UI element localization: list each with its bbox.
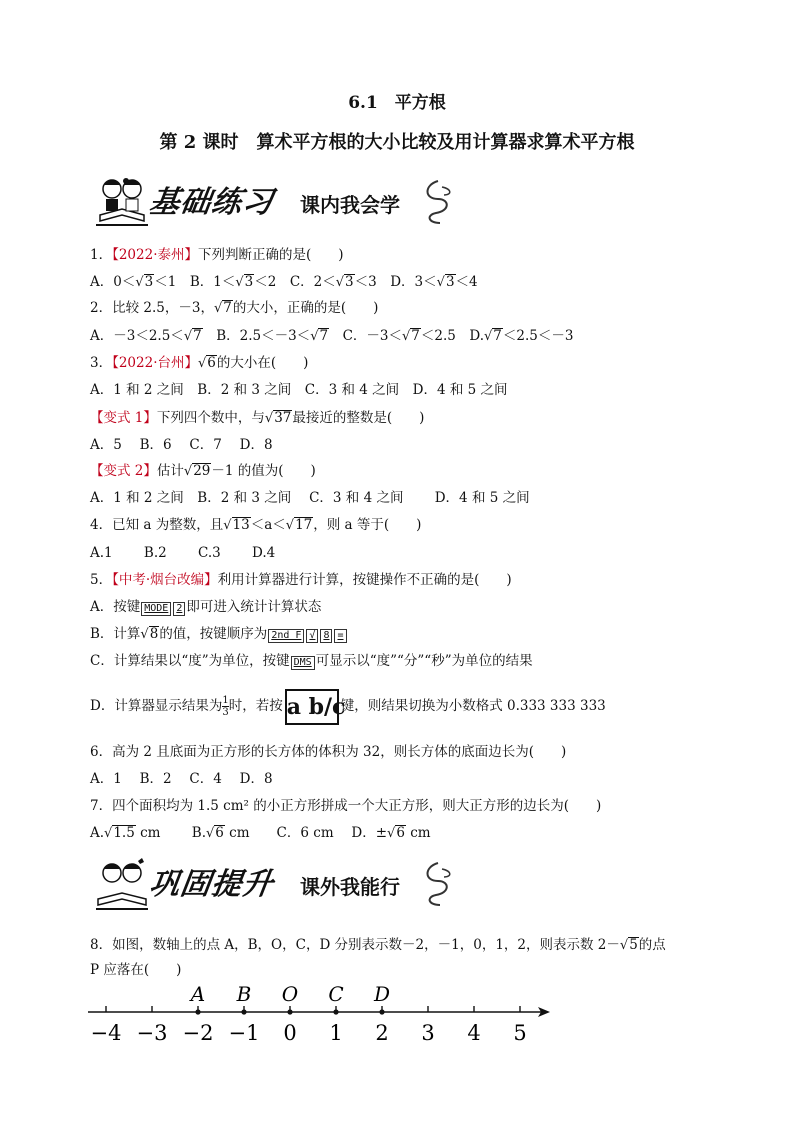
question-7-options: A.√1.5 cm B.√6 cm C．6 cm D．±√6 cm xyxy=(90,825,431,841)
question-5-option-b: B．计算√8的值，按键顺序为 2nd F √ 8 = xyxy=(90,625,348,644)
question-6-options: A．1 B．2 C．4 D．8 xyxy=(90,771,273,787)
question-5: 5．【中考·烟台改编】利用计算器进行计算，按键操作不正确的是( ) xyxy=(90,572,512,588)
number-line-tick-label: 2 xyxy=(375,1021,389,1045)
banner-sub-text: 课外我能行 xyxy=(300,875,400,899)
variant-2: 【变式 2】估计√29－1 的值为( ) xyxy=(90,463,316,479)
banner-main-text: 基础练习 xyxy=(147,185,276,220)
number-line-point xyxy=(241,1009,246,1014)
number-line-point-label: C xyxy=(328,982,344,1006)
number-line-tick-label: −3 xyxy=(136,1021,168,1045)
calc-key-fraction: a b/c xyxy=(285,689,339,725)
question-4-options: A.1 B.2 C.3 D.4 xyxy=(90,545,276,561)
source-tag: 【2022·台州】 xyxy=(112,355,198,371)
calc-key-equals: = xyxy=(334,629,346,643)
variant-2-options: A．1 和 2 之间 B．2 和 3 之间 C．3 和 4 之间 D．4 和 5 之间 xyxy=(90,490,530,506)
number-line-point-label: B xyxy=(236,982,252,1006)
section-banner-advanced xyxy=(88,857,458,913)
kids-reading-icon xyxy=(94,175,150,229)
calc-key-2ndf: 2nd F xyxy=(268,629,304,643)
number-line-tick-label: 5 xyxy=(513,1021,527,1045)
variant-tag: 【变式 1】 xyxy=(90,410,157,426)
calc-key-dms: DMS xyxy=(291,656,315,670)
question-2: 2．比较 2.5，－3，√7的大小，正确的是( ) xyxy=(90,300,379,316)
swirl-ornament-icon xyxy=(418,177,458,227)
question-5-option-d: D．计算器显示结果为 $\frac{1}{3}$ 时，若按 a b/c键，则结果切换为小数格式 0.333 333 333 xyxy=(90,688,606,725)
number-line-tick-label: 3 xyxy=(421,1021,435,1045)
question-3-options: A．1 和 2 之间 B．2 和 3 之间 C．3 和 4 之间 D．4 和 5 之间 xyxy=(90,382,508,398)
variant-tag: 【变式 2】 xyxy=(90,463,157,479)
question-8-continued: P 应落在( ) xyxy=(90,962,182,978)
question-1: 1．【2022·泰州】下列判断正确的是( ) xyxy=(90,247,344,263)
calc-key-mode: MODE xyxy=(141,602,171,616)
question-3: 3．【2022·台州】√6的大小在( ) xyxy=(90,355,309,371)
number-line-point xyxy=(333,1009,338,1014)
number-line-tick-label: 4 xyxy=(467,1021,481,1045)
question-2-options: A．－3＜2.5＜√7 B．2.5＜－3＜√7 C．－3＜√7＜2.5 D.√7＜2.5＜－3 xyxy=(90,328,574,344)
question-4: 4．已知 a 为整数，且√13＜a＜√17，则 a 等于( ) xyxy=(90,517,422,533)
number-line-tick-label: 1 xyxy=(329,1021,343,1045)
question-7: 7．四个面积均为 1.5 cm² 的小正方形拼成一个大正方形，则大正方形的边长为( ) xyxy=(90,798,602,814)
number-line-tick-label: −2 xyxy=(182,1021,214,1045)
banner-sub-text: 课内我会学 xyxy=(300,193,400,217)
number-line-point xyxy=(379,1009,384,1014)
section-banner-basic xyxy=(88,175,458,231)
banner-main-text: 巩固提升 xyxy=(147,867,276,902)
variant-1: 【变式 1】下列四个数中，与√37最接近的整数是( ) xyxy=(90,410,425,426)
number-line-tick-label: 0 xyxy=(283,1021,297,1045)
variant-1-options: A．5 B．6 C．7 D．8 xyxy=(90,437,273,453)
calc-key-2: 2 xyxy=(173,602,185,616)
source-tag: 【中考·烟台改编】 xyxy=(112,572,218,588)
number-line-tick-label: −1 xyxy=(228,1021,260,1045)
number-line-point xyxy=(195,1009,200,1014)
page-title: 6.1 平方根 xyxy=(348,93,446,113)
page-subtitle: 第 2 课时 算术平方根的大小比较及用计算器求算术平方根 xyxy=(159,132,635,153)
number-line-point-label: A xyxy=(190,982,206,1006)
question-8: 8．如图，数轴上的点 A，B，O，C，D 分别表示数－2，－1，0，1，2，则表示数 2－√5的点 xyxy=(90,937,666,953)
question-6: 6．高为 2 且底面为正方形的长方体的体积为 32，则长方体的底面边长为( ) xyxy=(90,744,567,760)
question-5-option-a: A．按键 MODE 2 即可进入统计计算状态 xyxy=(90,599,322,615)
number-line-tick-label: −4 xyxy=(90,1021,122,1045)
number-line-point xyxy=(287,1009,292,1014)
swirl-ornament-icon xyxy=(418,859,458,909)
fraction-one-third: $\frac{1}{3}$ xyxy=(222,695,229,718)
number-line-point-label: D xyxy=(373,982,391,1006)
question-5-option-c: C．计算结果以“度”为单位，按键 DMS 可显示以“度”“分”“秒”为单位的结果 xyxy=(90,653,533,669)
calc-key-8: 8 xyxy=(320,629,332,643)
source-tag: 【2022·泰州】 xyxy=(112,247,198,263)
kids-reading-icon xyxy=(94,857,150,911)
number-line xyxy=(86,982,556,1054)
number-line-point-label: O xyxy=(281,982,299,1006)
question-1-options: A．0＜√3＜1 B．1＜√3＜2 C．2＜√3＜3 D．3＜√3＜4 xyxy=(90,274,478,290)
calc-key-sqrt: √ xyxy=(306,629,318,643)
